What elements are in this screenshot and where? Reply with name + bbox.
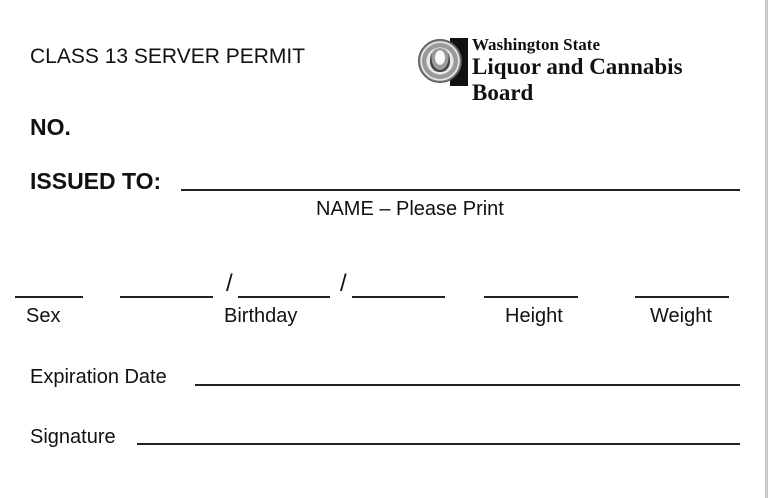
expiration-label: Expiration Date <box>30 366 167 388</box>
height-field[interactable] <box>484 296 578 298</box>
permit-title: CLASS 13 SERVER PERMIT <box>30 45 306 68</box>
birthday-day-field[interactable] <box>238 296 330 298</box>
birthday-separator-2: / <box>340 270 347 297</box>
birthday-month-field[interactable] <box>120 296 213 298</box>
name-caption: NAME – Please Print <box>316 198 504 220</box>
expiration-date-field[interactable] <box>195 384 740 386</box>
agency-logo <box>416 34 734 105</box>
birthday-year-field[interactable] <box>352 296 445 298</box>
permit-number-label: NO. <box>30 114 71 140</box>
birthday-separator-1: / <box>226 270 233 297</box>
height-label: Height <box>505 305 563 327</box>
weight-label: Weight <box>650 305 712 327</box>
weight-field[interactable] <box>635 296 729 298</box>
sex-field[interactable] <box>15 296 83 298</box>
logo-line-1: Washington State <box>472 35 600 54</box>
birthday-label: Birthday <box>224 305 298 327</box>
logo-line-2: Liquor and Cannabis Board <box>472 54 683 105</box>
signature-field[interactable] <box>137 443 740 445</box>
issued-to-field[interactable] <box>181 189 740 191</box>
signature-label: Signature <box>30 426 116 448</box>
issued-to-label: ISSUED TO: <box>30 168 162 194</box>
state-seal-icon <box>416 36 466 84</box>
sex-label: Sex <box>26 305 61 327</box>
